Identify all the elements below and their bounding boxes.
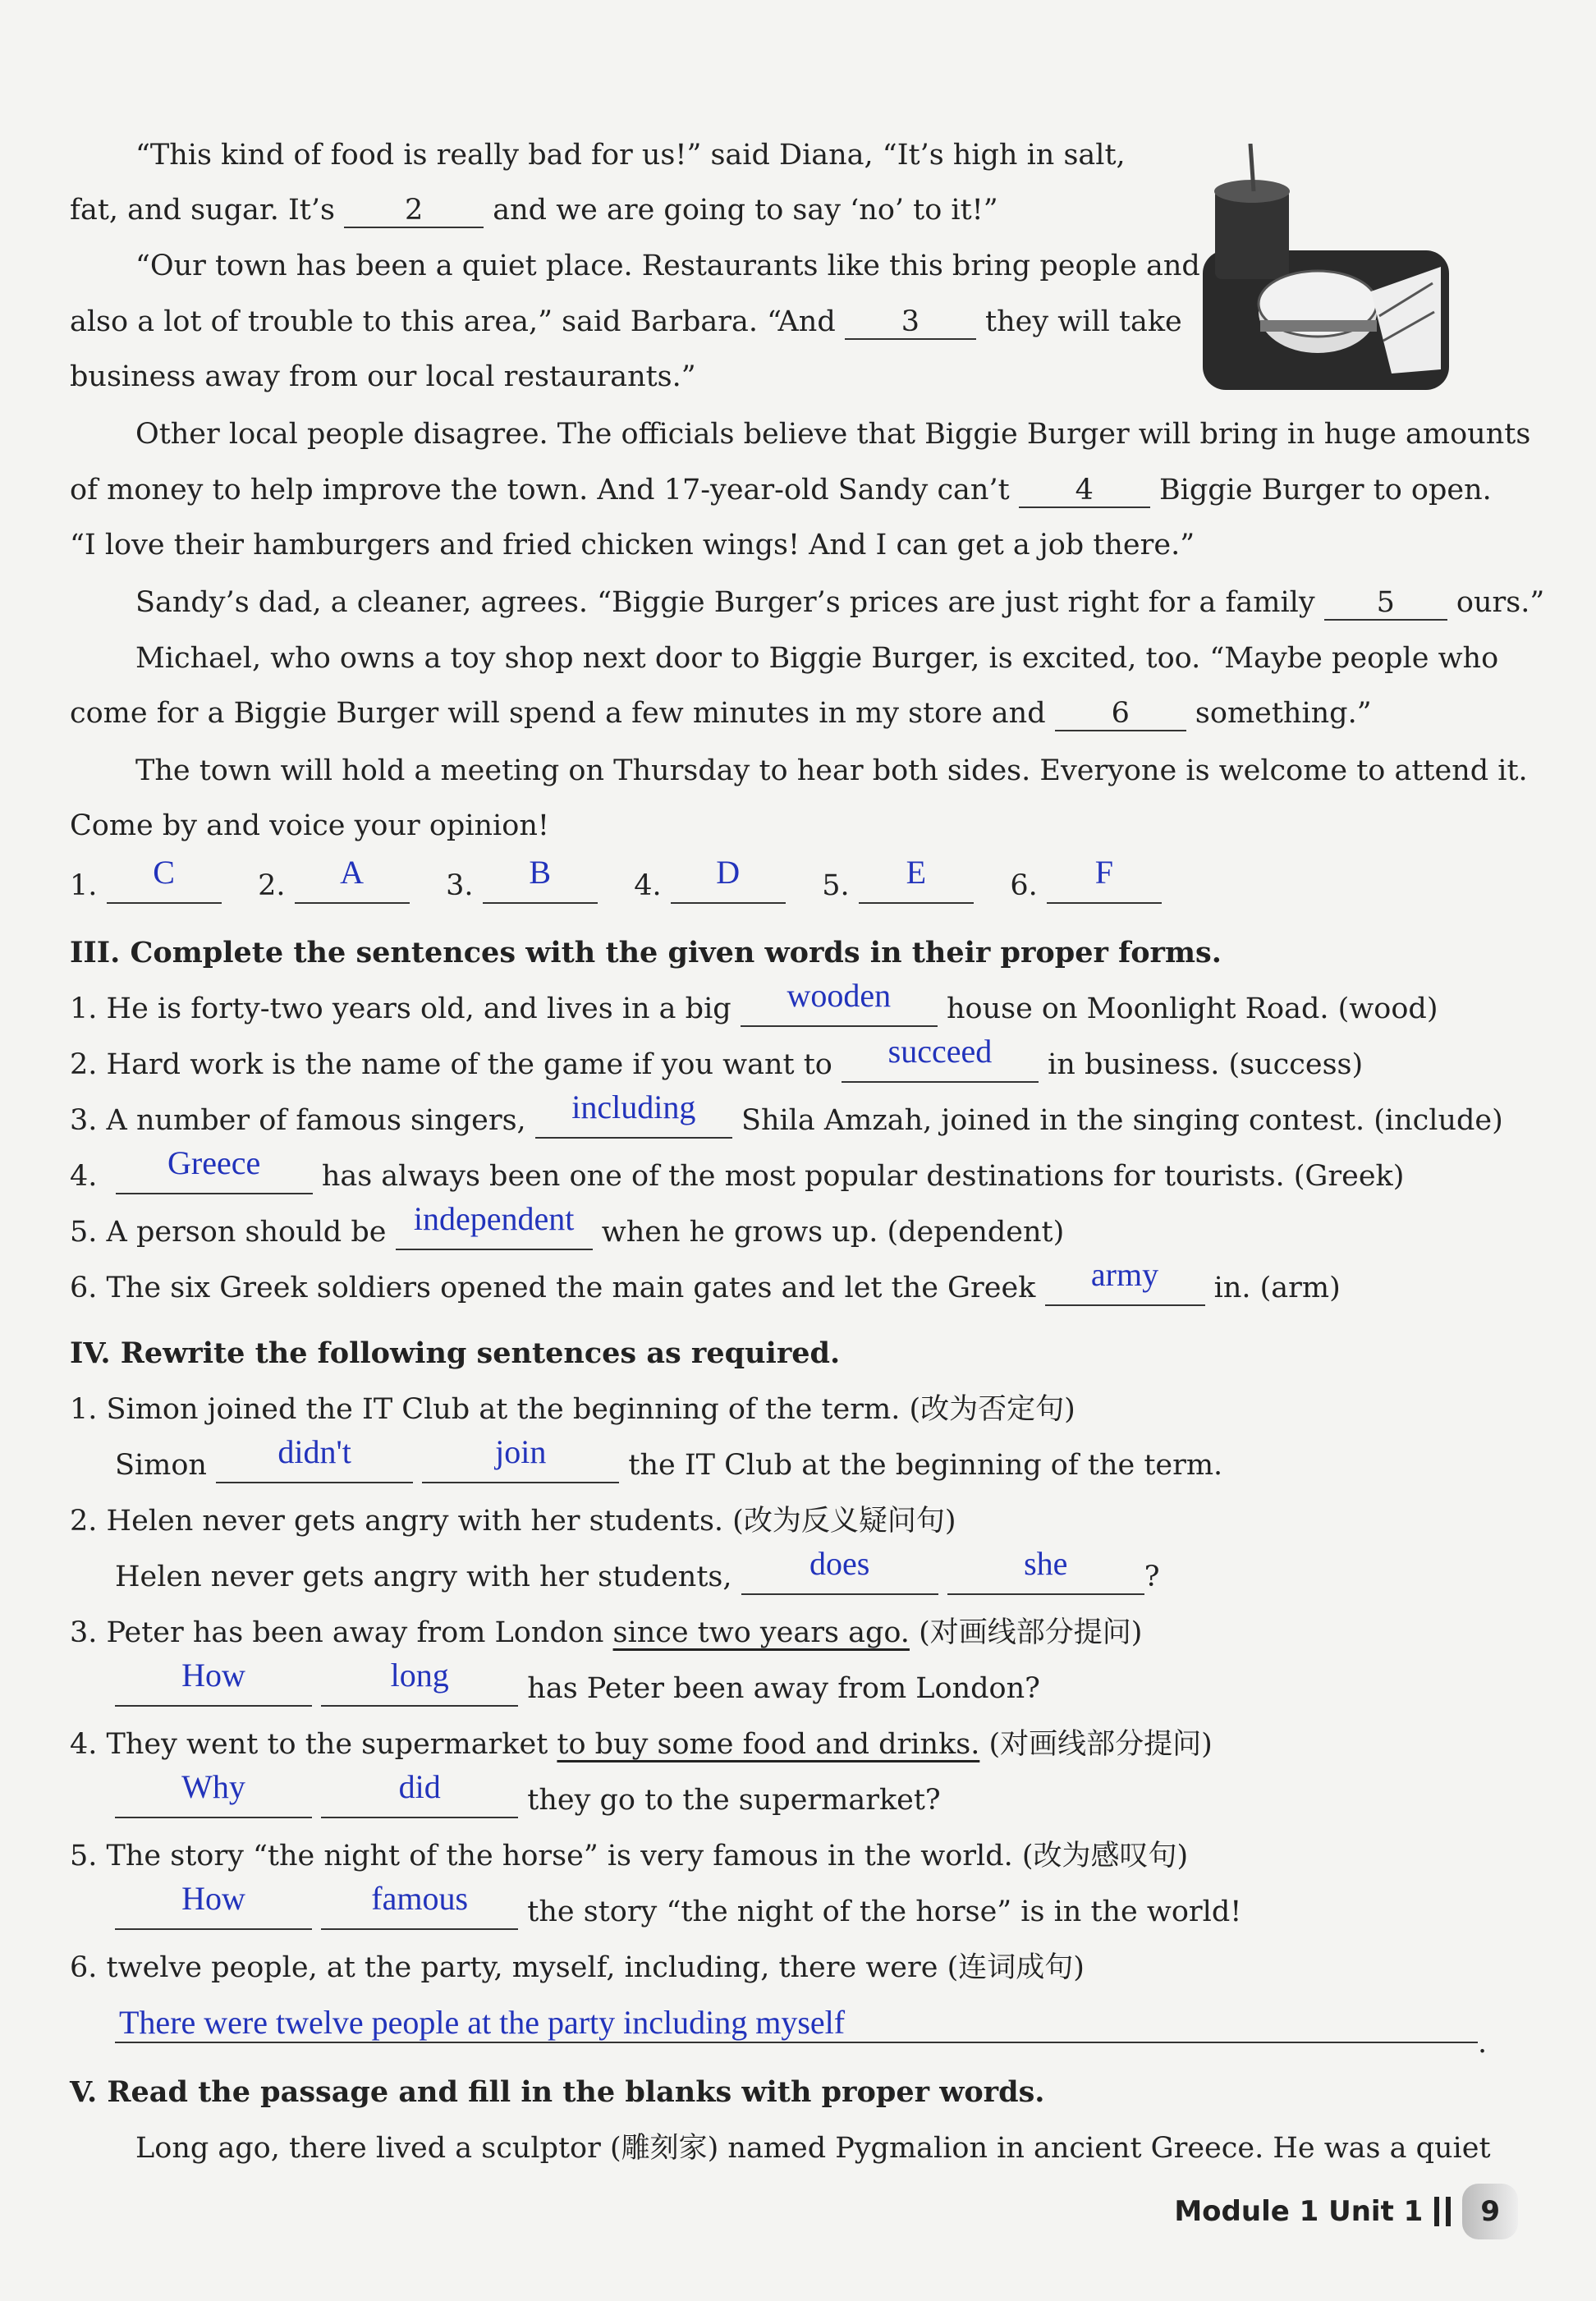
passage-line: “This kind of food is really bad for us!” said Diana, “It’s high in salt,	[135, 139, 1126, 172]
answer-blank[interactable]: didn't	[216, 1447, 413, 1483]
answer-blank[interactable]: join	[422, 1447, 619, 1483]
answer-blank[interactable]: 6	[1055, 697, 1186, 731]
passage-line: of money to help improve the town. And 17-year-old Sandy can’t 4 Biggie Burger to open.	[70, 474, 1492, 506]
exercise-item: 4. They went to the supermarket to buy some food and drinks. (对画线部分提问)	[70, 1728, 1213, 1761]
answer-blank[interactable]: did	[321, 1782, 518, 1818]
exercise-item: 3. A number of famous singers, including Shila Amzah, joined in the singing contest. (include)	[70, 1089, 1503, 1137]
passage-line: come for a Biggie Burger will spend a few minutes in my store and 6 something.”	[70, 697, 1372, 730]
exercise-item: 5. The story “the night of the horse” is very famous in the world. (改为感叹句)	[70, 1840, 1189, 1872]
passage-line: “I love their hamburgers and fried chicken wings! And I can get a job there.”	[70, 529, 1195, 561]
passage-line: Long ago, there lived a sculptor (雕刻家) named Pygmalion in ancient Greece. He was a quiet	[135, 2132, 1491, 2165]
answer-blank[interactable]: How	[115, 1894, 312, 1930]
answer-blank[interactable]: 3	[845, 305, 976, 340]
exercise-item: 5. A person should be independent when he grows up. (dependent)	[70, 1200, 1065, 1249]
exercise-item: 3. Peter has been away from London since two years ago. (对画线部分提问)	[70, 1616, 1143, 1649]
answer-blank[interactable]: E	[859, 868, 974, 904]
unit-label: Module 1 Unit 1	[1174, 2195, 1424, 2228]
answer-blank[interactable]: independent	[396, 1214, 593, 1250]
passage-line: Sandy’s dad, a cleaner, agrees. “Biggie Burger’s prices are just right for a family 5 ours.”	[135, 586, 1545, 619]
passage-line: Other local people disagree. The officials believe that Biggie Burger will bring in huge amounts	[135, 418, 1531, 451]
answer-blank[interactable]: succeed	[842, 1047, 1039, 1083]
answer-line: Helen never gets angry with her students, does she ?	[115, 1545, 1160, 1593]
exercise-item: 6. twelve people, at the party, myself, including, there were (连词成句)	[70, 1951, 1085, 1984]
passage-line: business away from our local restaurants.”	[70, 360, 696, 393]
answer-blank[interactable]: 5	[1324, 586, 1447, 621]
answer-blank[interactable]: Why	[115, 1782, 312, 1818]
answer-blank[interactable]: famous	[321, 1894, 518, 1930]
exercise-item: 6. The six Greek soldiers opened the main gates and let the Greek army in. (arm)	[70, 1256, 1341, 1304]
exercise-item: 4. Greece has always been one of the most popular destinations for tourists. (Greek)	[70, 1144, 1405, 1193]
sentence-end-period: .	[1478, 2027, 1488, 2060]
answer-blank[interactable]: including	[535, 1102, 732, 1139]
bars-icon	[1434, 2197, 1451, 2226]
passage-line: also a lot of trouble to this area,” said Barbara. “And 3 they will take	[70, 305, 1182, 338]
page-footer	[1174, 2184, 1518, 2239]
answer-underline	[115, 2042, 1478, 2043]
passage-line: fat, and sugar. It’s 2 and we are going to say ‘no’ to it!”	[70, 194, 998, 227]
exercise-item: 2. Helen never gets angry with her students. (改为反义疑问句)	[70, 1505, 956, 1538]
section-heading: III. Complete the sentences with the given words in their proper forms.	[70, 936, 1222, 969]
answer-line: Simon didn't join the IT Club at the beginning of the term.	[115, 1433, 1223, 1482]
answer-blank[interactable]: C	[107, 868, 222, 904]
answer-blank[interactable]: she	[947, 1559, 1144, 1595]
answer-line: Why did they go to the supermarket?	[115, 1772, 941, 1828]
fast-food-illustration	[1195, 144, 1449, 398]
section-heading: IV. Rewrite the following sentences as required.	[70, 1336, 841, 1370]
answer-row: 1. C 2. A 3. B 4. D 5. E 6. F	[70, 858, 1162, 914]
exercise-item: 1. Simon joined the IT Club at the beginning of the term. (改为否定句)	[70, 1393, 1075, 1426]
sentence-answer[interactable]: There were twelve people at the party including myself	[119, 2004, 846, 2041]
answer-blank[interactable]: long	[321, 1671, 518, 1707]
answer-blank[interactable]: Greece	[116, 1158, 313, 1194]
answer-line: How long has Peter been away from London?	[115, 1661, 1040, 1717]
page-number: 9	[1462, 2184, 1518, 2239]
answer-blank[interactable]: does	[741, 1559, 938, 1595]
passage-line: “Our town has been a quiet place. Restaurants like this bring people and	[135, 250, 1200, 282]
answer-blank[interactable]: B	[483, 868, 598, 904]
answer-blank[interactable]: D	[671, 868, 786, 904]
answer-blank[interactable]: How	[115, 1671, 312, 1707]
passage-line: Michael, who owns a toy shop next door to Biggie Burger, is excited, too. “Maybe people who	[135, 642, 1499, 675]
passage-line: The town will hold a meeting on Thursday to hear both sides. Everyone is welcome to attend it.	[135, 754, 1528, 787]
passage-line: Come by and voice your opinion!	[70, 809, 549, 842]
exercise-item: 1. He is forty-two years old, and lives in a big wooden house on Moonlight Road. (wood)	[70, 977, 1438, 1025]
answer-blank[interactable]: 2	[344, 194, 484, 228]
answer-blank[interactable]: F	[1047, 868, 1162, 904]
answer-blank[interactable]: wooden	[741, 991, 938, 1027]
exercise-item: 2. Hard work is the name of the game if you want to succeed in business. (success)	[70, 1033, 1364, 1081]
answer-blank[interactable]: A	[295, 868, 410, 904]
answer-blank[interactable]: army	[1045, 1270, 1205, 1306]
section-heading: V. Read the passage and fill in the blanks with proper words.	[70, 2075, 1045, 2109]
answer-line: How famous the story “the night of the horse” is in the world!	[115, 1884, 1241, 1940]
answer-blank[interactable]: 4	[1019, 474, 1150, 508]
